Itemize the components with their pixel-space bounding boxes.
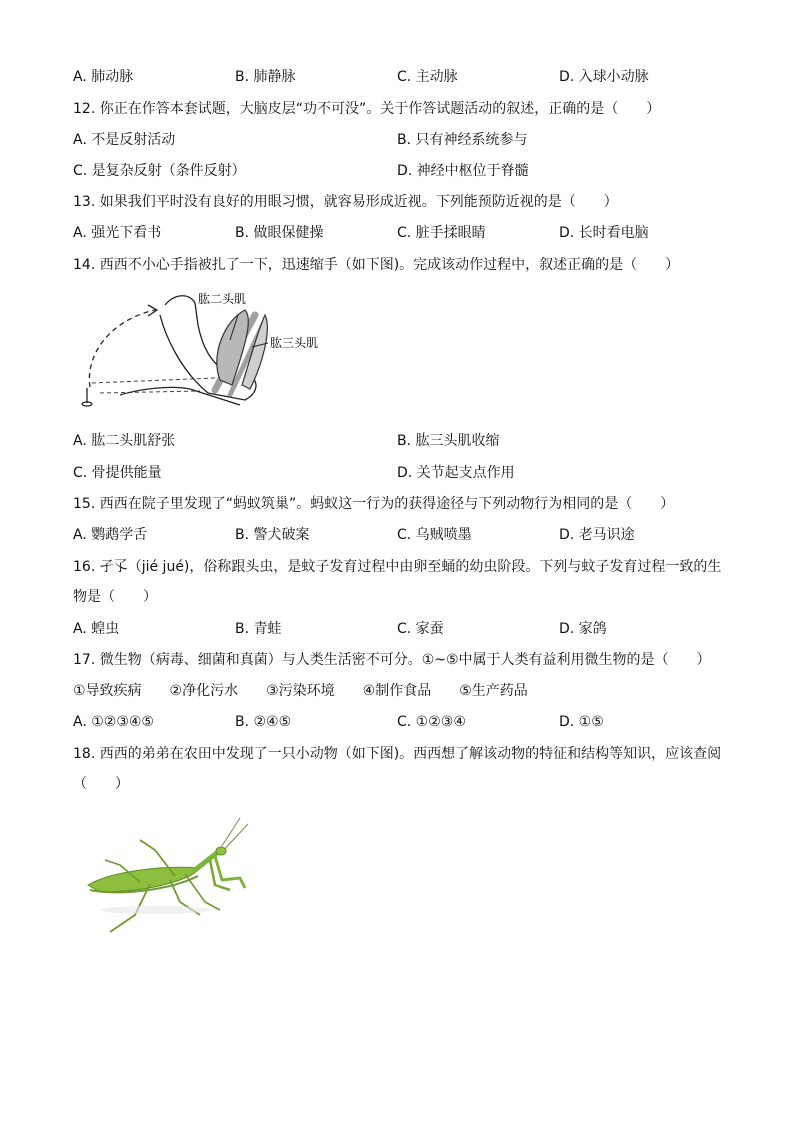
- q14-option-d: D. 关节起支点作用: [397, 465, 515, 481]
- q13-option-a: A. 强光下看书: [73, 225, 162, 241]
- q14-option-a: A. 肱二头肌舒张: [73, 433, 176, 449]
- mantis-head: [216, 847, 226, 855]
- q17-option-d: D. ①⑤: [559, 714, 604, 730]
- mantis-shadow: [100, 906, 210, 914]
- q16-option-b: B. 青蛙: [235, 621, 282, 637]
- q12-option-d: D. 神经中枢位于脊髓: [397, 163, 529, 179]
- q16-stem-line1: 16. 孑孓（jié jué)，俗称跟头虫，是蚊子发育过程中由卵至蛹的幼虫阶段。下列与蚊子发育过程一致的生: [73, 559, 722, 575]
- q16-option-a: A. 蝗虫: [73, 621, 120, 637]
- q15-option-c: C. 乌贼喷墨: [397, 527, 472, 543]
- triceps-label: 肱三头肌: [270, 336, 319, 350]
- biceps-label: 肱二头肌: [198, 292, 247, 306]
- extended-arm-dashed-bottom: [100, 391, 200, 393]
- arm-muscle-figure: [80, 285, 340, 425]
- q18-stem-line1: 18. 西西的弟弟在农田中发现了一只小动物（如下图)。西西想了解该动物的特征和结构等知识，应该查阅: [73, 746, 722, 762]
- q13-stem: 13. 如果我们平时没有良好的用眼习惯，就容易形成近视。下列能预防近视的是（ ）: [73, 194, 618, 210]
- q12-option-c: C. 是复杂反射（条件反射）: [73, 163, 246, 179]
- q17-option-b: B. ②④⑤: [235, 714, 292, 730]
- q14-option-b: B. 肱三头肌收缩: [397, 433, 500, 449]
- q14-option-c: C. 骨提供能量: [73, 465, 162, 481]
- q12-option-a: A. 不是反射活动: [73, 132, 176, 148]
- q11-option-a: A. 肺动脉: [73, 69, 134, 85]
- q17-option-c: C. ①②③④: [397, 714, 466, 730]
- q16-stem-line2: 物是（ ）: [73, 589, 157, 605]
- q16-option-c: C. 家蚕: [397, 621, 444, 637]
- q17-items: ①导致疾病 ②净化污水 ③污染环境 ④制作食品 ⑤生产药品: [73, 683, 528, 699]
- q15-option-a: A. 鹦鹉学舌: [73, 527, 148, 543]
- q16-option-d: D. 家鸽: [559, 621, 607, 637]
- mantis-wings: [88, 867, 200, 892]
- q15-option-b: B. 警犬破案: [235, 527, 310, 543]
- q11-option-c: C. 主动脉: [397, 69, 458, 85]
- q11-option-d: D. 入球小动脉: [559, 69, 649, 85]
- mantis-thorax: [195, 852, 218, 870]
- q13-option-c: C. 脏手揉眼睛: [397, 225, 486, 241]
- q17-option-a: A. ①②③④⑤: [73, 714, 154, 730]
- q13-option-b: B. 做眼保健操: [235, 225, 324, 241]
- q14-stem: 14. 西西不小心手指被扎了一下，迅速缩手（如下图)。完成该动作过程中，叙述正确的是（ ）: [73, 257, 680, 273]
- q13-option-d: D. 长时看电脑: [559, 225, 649, 241]
- q17-stem: 17. 微生物（病毒、细菌和真菌）与人类生活密不可分。①~⑤中属于人类有益利用微生物的是（ ）: [73, 652, 711, 668]
- q12-stem: 12. 你正在作答本套试题，大脑皮层“功不可没”。关于作答试题活动的叙述，正确的是（ ）: [73, 101, 661, 117]
- biceps-muscle: [217, 310, 249, 385]
- mantis-figure: [80, 810, 280, 940]
- q11-option-b: B. 肺静脉: [235, 69, 296, 85]
- q18-stem-line2: （ ）: [73, 776, 129, 792]
- mantis-foreleg: [215, 856, 245, 888]
- motion-path-dashed: [89, 310, 155, 387]
- q15-stem: 15. 西西在院子里发现了“蚂蚁筑巢”。蚂蚁这一行为的获得途径与下列动物行为相同的是（ ）: [73, 496, 675, 512]
- q15-option-d: D. 老马识途: [559, 527, 635, 543]
- q12-option-b: B. 只有神经系统参与: [397, 132, 528, 148]
